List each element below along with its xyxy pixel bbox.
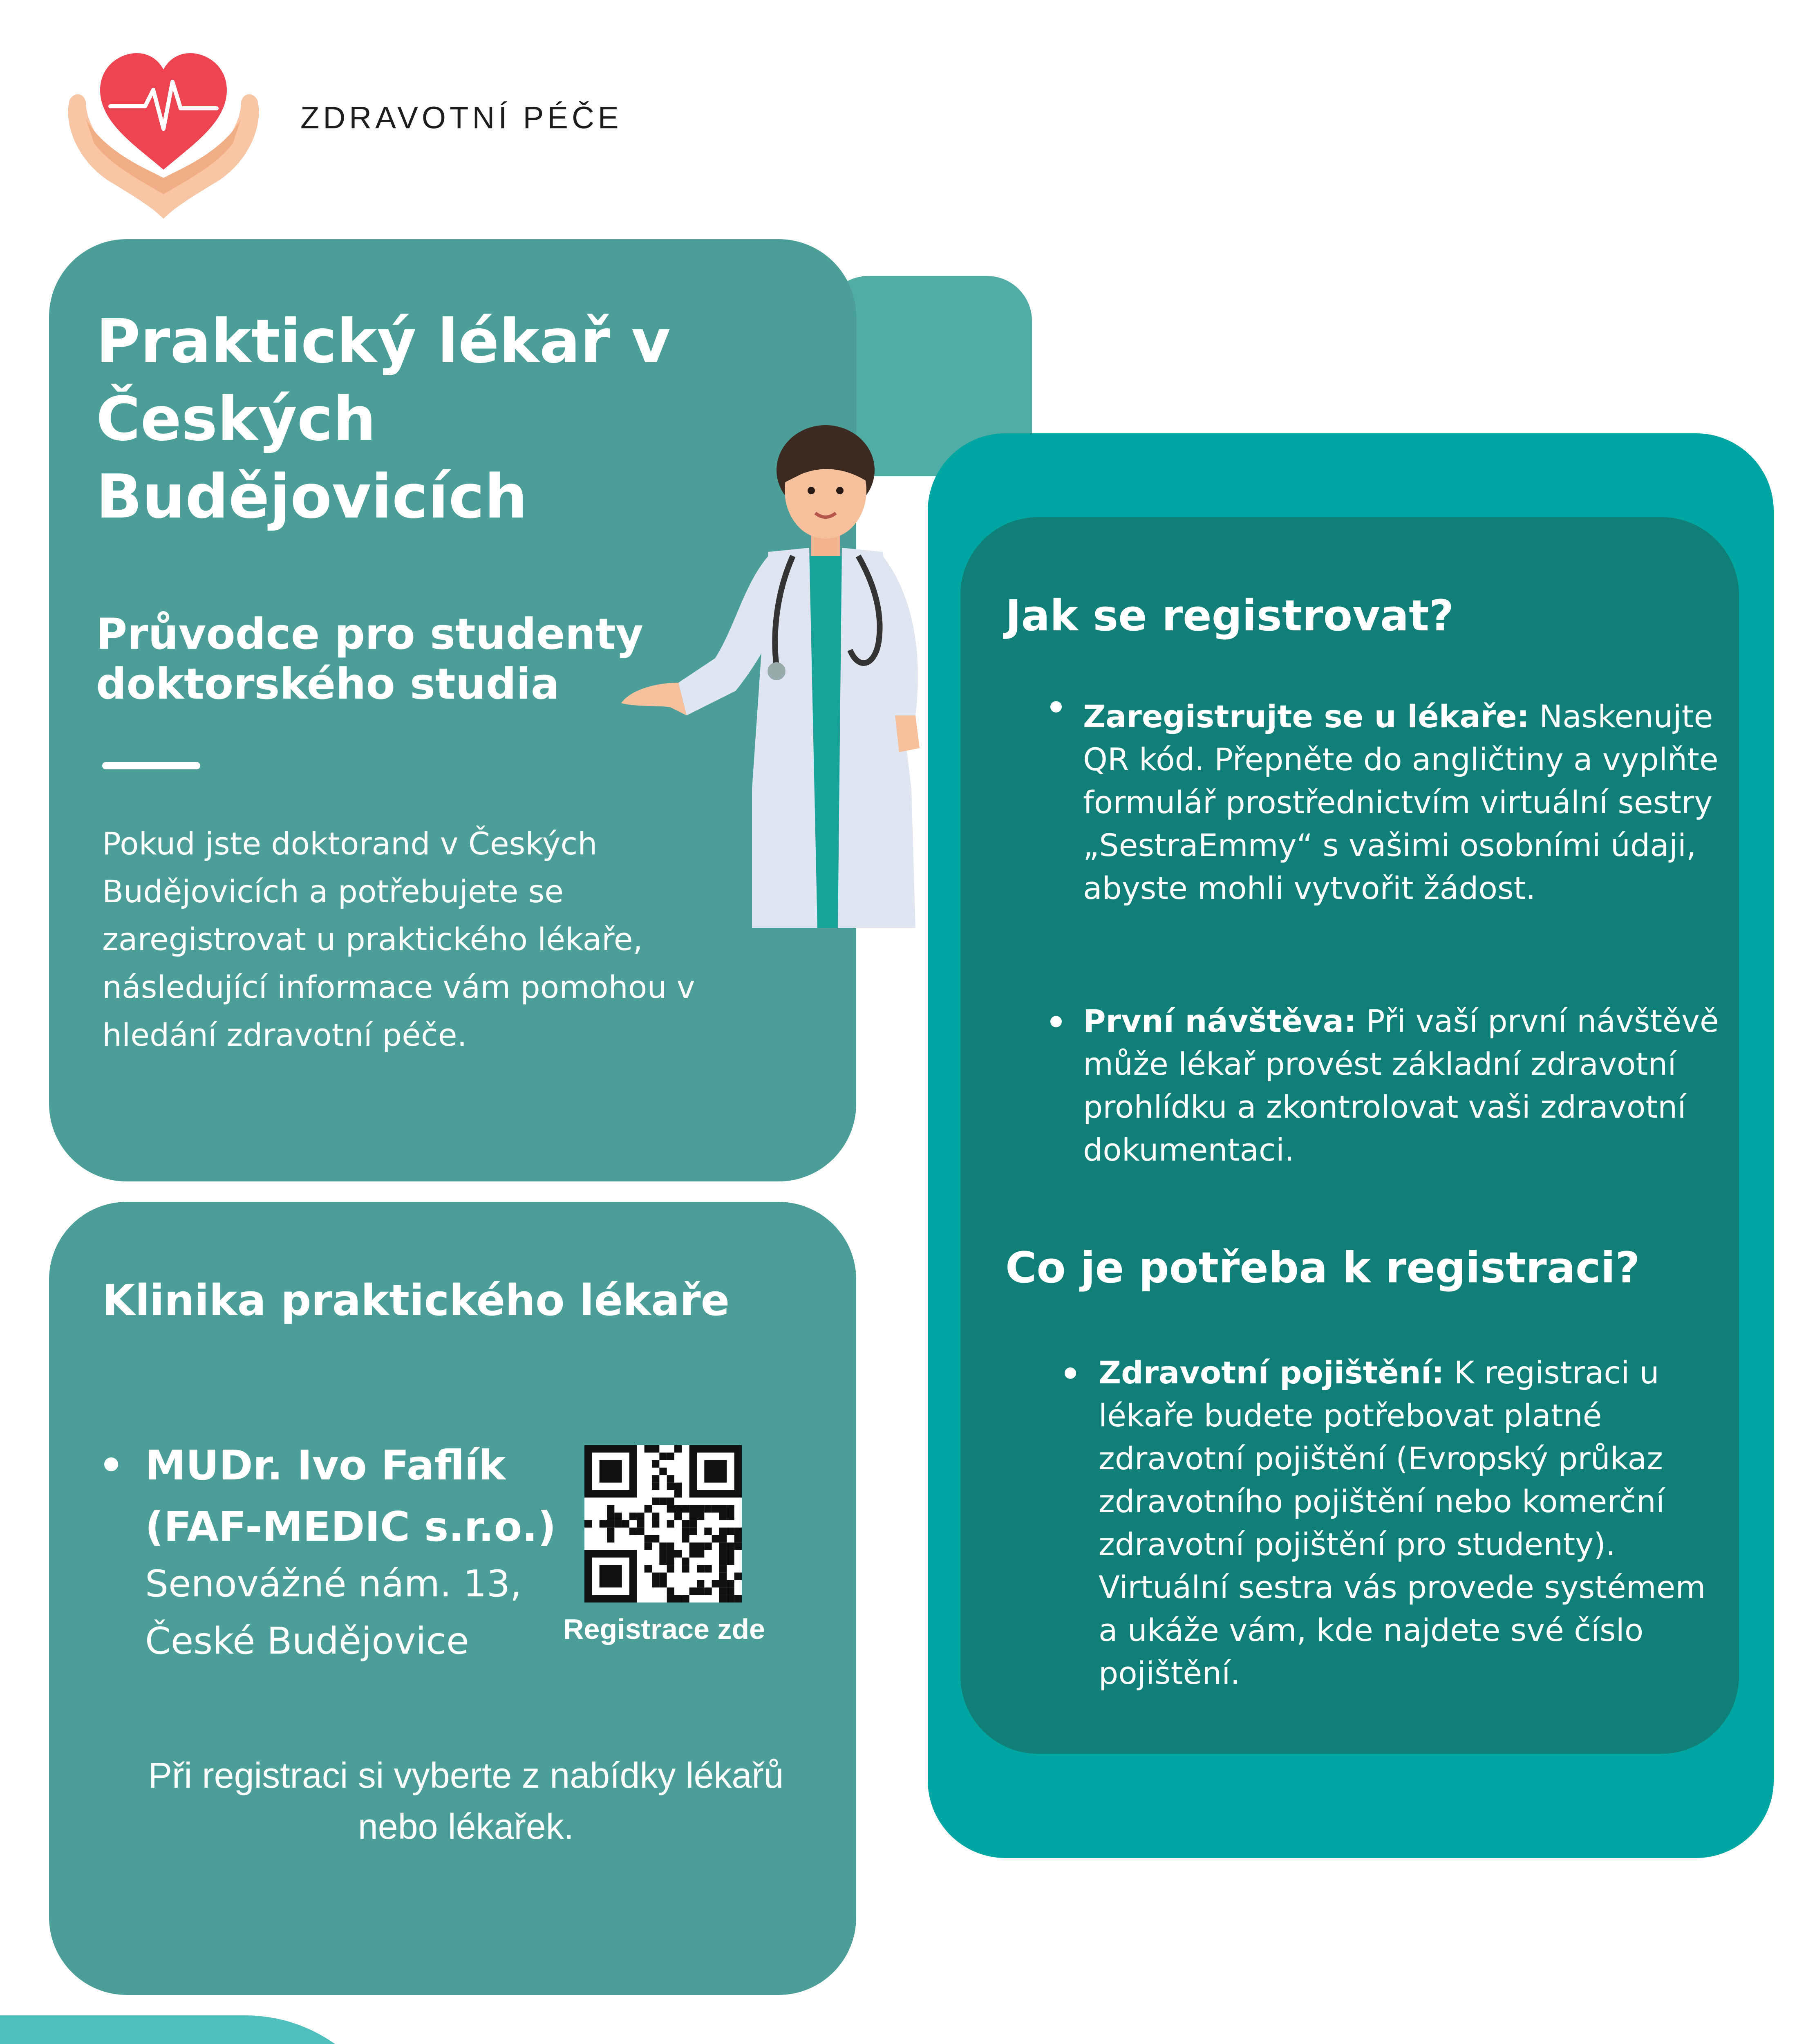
registration-qr-code-icon[interactable]: [584, 1445, 742, 1602]
heart-hands-logo-icon: [61, 47, 266, 223]
bullet-dot-icon: [104, 1457, 118, 1471]
requirement-insurance: Zdravotní pojištění: K registraci u lékaře budete potřebovat platné zdravotní pojištění (Evropský průkaz zdravotního pojištění nebo komerční zdravotní pojištění pro studenty). Virtuální sestra vás provede systémem a ukáže vám, kde najdete své číslo pojištění.: [1099, 1354, 1706, 1691]
clinic-title: Klinika praktického lékaře: [102, 1275, 730, 1325]
intro-text: Pokud jste doktorand v Českých Budějovicích a potřebujete se zaregistrovat u praktického lékaře, následující informace vám pomohou v hledání zdravotní péče.: [102, 825, 695, 1053]
decorative-corner-shape: [0, 2015, 401, 2044]
brand-name: ZDRAVOTNÍ PÉČE: [300, 101, 622, 135]
registration-step-first-visit: První návštěva: Při vaší první návštěvě může lékař provést základní zdravotní prohlídku a zkontrolovat vaši zdravotní dokumentaci.: [1083, 1003, 1719, 1168]
clinic-address: Senovážné nám. 13, České Budějovice: [145, 1562, 522, 1663]
doctor-illustration-icon: [523, 421, 989, 928]
clinic-note: Při registraci si vyberte z nabídky lékařů nebo lékařek.: [148, 1755, 784, 1847]
bullet-dot-icon: [1065, 1367, 1076, 1379]
bullet-dot-icon: [1050, 701, 1062, 713]
qr-code-label: Registrace zde: [563, 1613, 765, 1645]
bullet-dot-icon: [1050, 1016, 1062, 1027]
divider: [102, 762, 200, 769]
registration-step-register: Zaregistrujte se u lékaře: Naskenujte QR kód. Přepněte do angličtiny a vyplňte formulář prostřednictvím virtuální sestry „SestraEmmy“ s vašimi osobními údaji, abyste mohli vytvořit žádost.: [1083, 698, 1719, 906]
page-subtitle: Průvodce pro studenty doktorského studia: [96, 609, 644, 709]
registration-heading: Jak se registrovat?: [1005, 591, 1454, 641]
clinic-doctor-name: MUDr. Ivo Faflík (FAF-MEDIC s.r.o.): [145, 1441, 556, 1551]
requirements-heading: Co je potřeba k registraci?: [1005, 1243, 1640, 1293]
page-title: Praktický lékař v Českých Budějovicích: [96, 306, 671, 532]
